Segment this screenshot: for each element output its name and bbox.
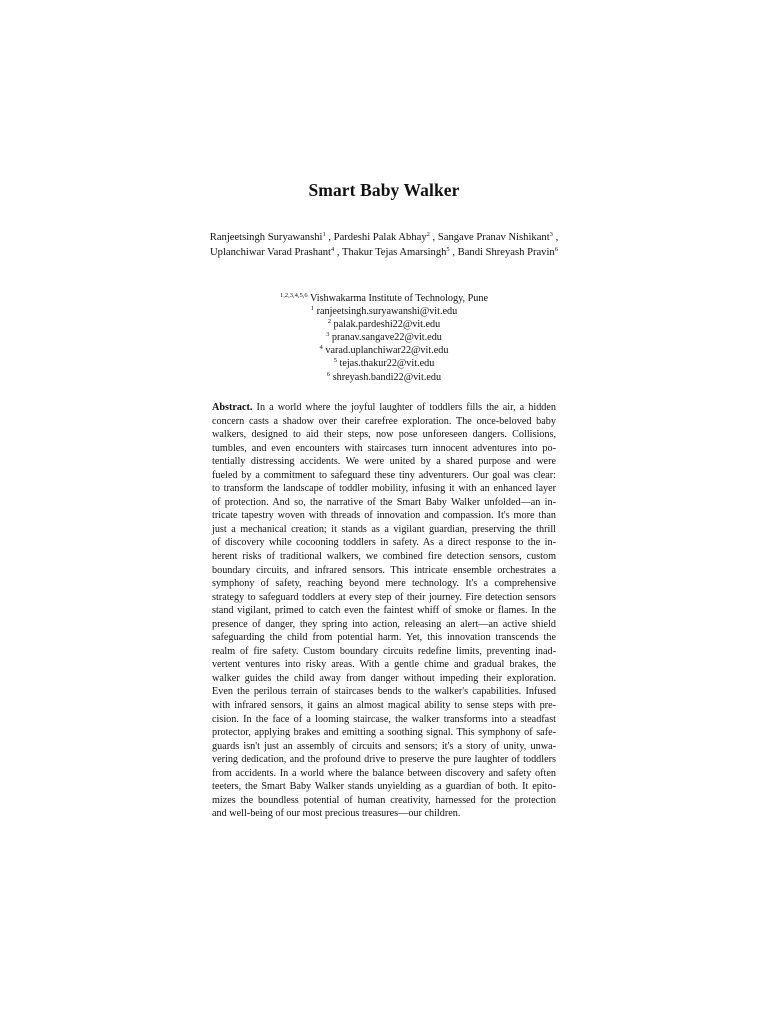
abstract-line [212,780,556,794]
affiliation-sup: 1,2,3,4,5,6 [279,292,308,299]
abstract-line [212,536,556,550]
author-email: shreyash.bandi22@vit.edu [332,371,442,383]
abstract-line [212,591,556,605]
abstract-line [212,807,556,821]
author-sup: 6 [554,246,558,253]
abstract-line [212,753,556,767]
email-row [150,305,618,318]
abstract-text: protector, applying brakes and emitting a soothing signal. This symphony of safe- [212,727,556,739]
abstract-line [212,713,556,727]
email-sup: 3 [326,331,330,339]
abstract-text: of protection. And so, the narrative of the Smart Baby Walker unfolded—an in- [212,496,556,508]
abstract-line [212,604,556,618]
abstract-text: concern casts a shadow over their carefree exploration. The once-beloved baby [212,415,556,427]
author-separator: , [552,232,559,243]
abstract-text: herent risks of traditional walkers, we combined fire detection sensors, custom [212,551,556,563]
abstract-label: Abstract. [212,402,253,413]
abstract-block [212,401,556,821]
abstract-line [212,428,556,442]
author-line-1 [150,230,618,245]
email-sup: 1 [310,305,315,313]
email-row [150,344,618,357]
author-email: ranjeetsingh.suryawanshi@vit.edu [316,306,458,318]
author-separator: , [334,247,343,258]
email-sup: 2 [327,318,331,326]
affiliation-institution [150,292,618,305]
abstract-text: In a world where the joyful laughter of toddlers fills the air, a hidden [256,402,557,413]
abstract-line [212,672,556,686]
abstract-text: and well-being of our most precious treasures—our children. [212,808,461,820]
email-row [150,331,618,344]
abstract-text: strategy to safeguard toddlers at every step of their journey. Fire detection sensors [212,591,556,603]
abstract-text: guards isn't just an assembly of circuits and sensors; it's a story of unity, unwa- [212,740,556,752]
abstract-text: boundary circuits, and infrared sensors. This intricate ensemble orchestrates a [212,564,556,576]
author-list [150,230,618,260]
abstract-text: fueled by a commitment to safeguard these tiny adventurers. Our goal was clear: [212,469,556,481]
abstract-text: vertent ventures into risky areas. With a gentle chime and gradual brakes, the [212,659,556,671]
author-name: Sangave Pranav Nishikant [437,232,550,243]
abstract-text: presence of danger, they spring into action, releasing an alert—an active shield [212,618,556,630]
affiliation-block [150,292,618,384]
abstract-line [212,455,556,469]
author-name: Ranjeetsingh Suryawanshi [209,232,323,243]
author-line-2 [150,245,618,260]
abstract-text: walkers, designed to aid their steps, now pose unforeseen dangers. Collisions, [212,429,556,441]
abstract-text: tricate tapestry woven with threads of innovation and compassion. It's more than [212,510,556,522]
abstract-line [212,658,556,672]
abstract-line [212,726,556,740]
author-name: Pardeshi Palak Abhay [333,232,427,243]
abstract-line [212,564,556,578]
email-sup: 4 [319,344,323,352]
abstract-line [212,442,556,456]
abstract-text: tentially distressing accidents. We were united by a shared purpose and were [212,456,556,468]
email-row [150,318,618,331]
author-separator: , [449,247,458,258]
abstract-text: to transform the landscape of toddler mobility, infusing it with an enhanced layer [212,483,556,495]
author-email: palak.pardeshi22@vit.edu [333,319,441,331]
abstract-line [212,699,556,713]
abstract-text: symphony of safety, reaching beyond mere technology. It's a comprehensive [212,578,556,590]
author-email: tejas.thakur22@vit.edu [339,358,435,370]
abstract-line [212,740,556,754]
author-email: varad.uplanchiwar22@vit.edu [325,345,449,357]
paper-title: Smart Baby Walker [308,180,460,200]
abstract-line [212,577,556,591]
abstract-text: teeters, the Smart Baby Walker stands unyielding as a guardian of both. It epito- [212,781,556,793]
abstract-line [212,509,556,523]
author-name: Bandi Shreyash Pravin [457,247,555,258]
abstract-text: stand vigilant, primed to catch even the faintest whiff of smoke or flames. In the [212,605,556,617]
email-row [150,357,618,370]
abstract-text: walker guides the child away from danger without impeding their exploration. [212,672,556,684]
author-sup: 4 [331,246,335,253]
abstract-line [212,550,556,564]
abstract-text: realm of fire safety. Custom boundary circuits redefine limits, preventing inad- [212,645,556,657]
abstract-line [212,469,556,483]
email-row [150,371,618,384]
author-sup: 1 [322,231,326,238]
email-sup: 5 [333,357,337,365]
abstract-text: mizes the boundless potential of human creativity, harnessed for the protection [212,794,556,806]
abstract-text: from accidents. In a world where the balance between discovery and safety often [212,767,556,779]
author-name: Thakur Tejas Amarsingh [342,247,447,258]
abstract-text: with infrared sensors, it gains an almost magical ability to sense steps with pre- [212,700,556,712]
abstract-line [212,401,556,415]
author-name: Uplanchiwar Varad Prashant [210,247,332,258]
author-sup: 2 [426,231,430,238]
abstract-line [212,496,556,510]
abstract-line [212,794,556,808]
author-sup: 3 [549,231,553,238]
abstract-text: vering dedication, and the profound drive to preserve the pure laughter of toddlers [212,754,556,766]
author-sup: 5 [446,246,450,253]
abstract-line [212,415,556,429]
abstract-line [212,618,556,632]
abstract-line [212,523,556,537]
institution-name: Vishwakarma Institute of Technology, Pune [309,293,489,304]
abstract-text: cision. In the face of a looming staircase, the walker transforms into a steadfast [212,713,556,725]
abstract-text: tumbles, and even encounters with staircases turn innocent adventures into po- [212,442,556,454]
abstract-line [212,685,556,699]
author-email: pranav.sangave22@vit.edu [331,332,442,344]
author-separator: , [429,232,438,243]
author-separator: , [325,232,334,243]
email-sup: 6 [326,370,331,378]
abstract-line [212,631,556,645]
abstract-line [212,767,556,781]
abstract-text: Even the perilous terrain of staircases bends to the walker's capabilities. Infused [212,686,556,698]
abstract-line [212,645,556,659]
abstract-text: just a mechanical creation; it stands as a vigilant guardian, preserving the thrill [212,523,556,535]
abstract-text: of discovery while cocooning toddlers in safety. As a direct response to the in- [212,537,556,549]
abstract-text: safeguarding the child from potential harm. Yet, this innovation transcends the [212,632,556,644]
abstract-line [212,482,556,496]
